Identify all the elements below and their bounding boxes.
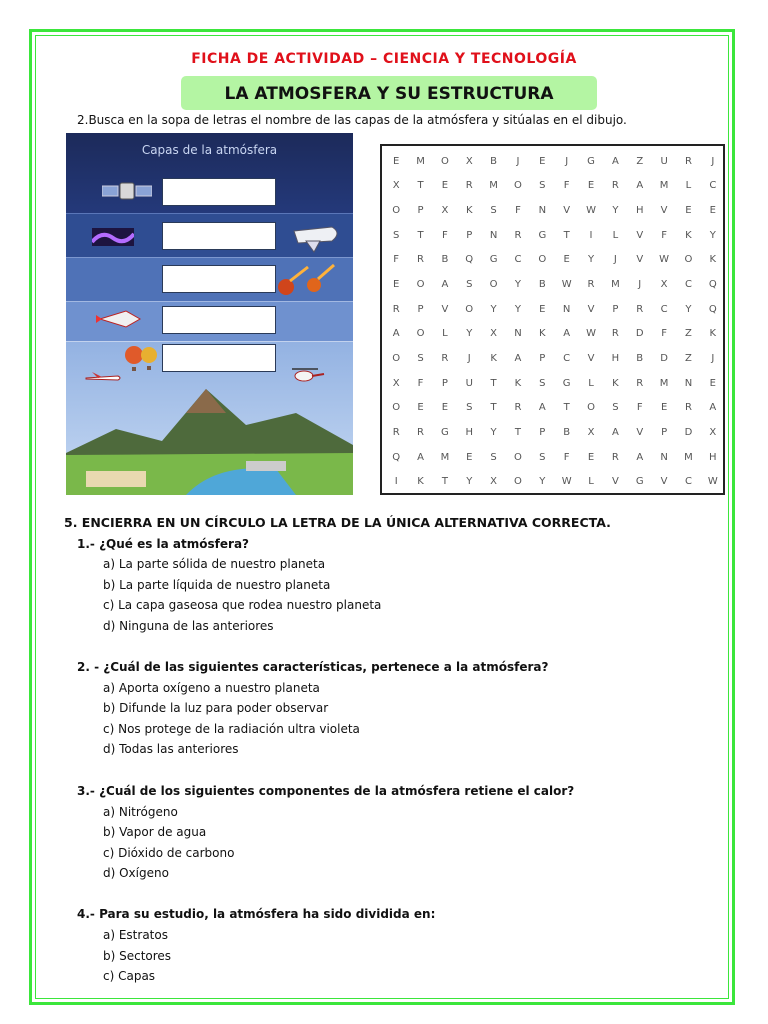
word-search-cell[interactable]: Y — [466, 328, 473, 340]
word-search-cell[interactable]: J — [565, 155, 569, 167]
word-search-cell[interactable]: T — [417, 180, 424, 192]
word-search-cell[interactable]: E — [466, 451, 473, 463]
word-search-cell[interactable]: L — [685, 180, 692, 192]
word-search-cell[interactable]: E — [709, 377, 716, 389]
word-search-cell[interactable]: P — [539, 426, 546, 438]
word-search-cell[interactable]: W — [707, 476, 718, 488]
word-search-cell[interactable]: R — [684, 155, 692, 167]
option-2d[interactable]: d) Todas las anteriores — [103, 742, 239, 756]
worksheet-title: LA ATMOSFERA Y SU ESTRUCTURA — [181, 76, 597, 110]
word-search-cell[interactable]: X — [441, 205, 449, 217]
word-search-cell[interactable]: Z — [685, 352, 692, 364]
option-3d[interactable]: d) Oxígeno — [103, 866, 169, 880]
word-search-cell[interactable]: R — [514, 402, 522, 414]
word-search-cell[interactable]: J — [613, 254, 617, 266]
word-search-cell[interactable]: P — [417, 303, 424, 315]
word-search-cell[interactable]: R — [417, 254, 424, 266]
word-search-cell[interactable]: W — [586, 328, 596, 340]
word-search-cell[interactable]: O — [514, 476, 522, 488]
word-search-cell[interactable]: A — [611, 426, 619, 438]
word-search-cell[interactable]: N — [514, 328, 522, 340]
word-search-cell[interactable]: V — [563, 205, 571, 217]
word-search-cell[interactable]: E — [685, 205, 692, 217]
word-search-cell[interactable]: B — [490, 155, 498, 167]
word-search-cell[interactable]: F — [563, 180, 570, 192]
word-search-cell[interactable]: W — [561, 279, 572, 291]
word-search-cell[interactable]: P — [466, 229, 473, 241]
word-search-cell[interactable]: H — [709, 451, 717, 463]
helicopter-icon — [290, 365, 326, 383]
word-search-cell[interactable]: V — [587, 352, 595, 364]
word-search-cell[interactable]: A — [611, 155, 619, 167]
word-search-cell[interactable]: L — [588, 377, 594, 389]
word-search-cell[interactable]: T — [441, 476, 448, 488]
answer-box-4[interactable] — [162, 306, 276, 334]
atmosphere-layers-illustration — [66, 133, 353, 495]
word-search-cell[interactable]: E — [539, 303, 546, 315]
word-search-cell[interactable]: Y — [709, 229, 716, 241]
word-search-cell[interactable]: G — [587, 155, 595, 167]
word-search-cell[interactable]: R — [514, 229, 522, 241]
word-search-cell[interactable]: E — [441, 180, 449, 192]
word-search-cell[interactable]: A — [636, 180, 644, 192]
answer-box-2[interactable] — [162, 222, 276, 250]
option-4c[interactable]: c) Capas — [103, 969, 156, 983]
word-search-cell[interactable]: P — [441, 377, 448, 389]
word-search-cell[interactable]: G — [635, 476, 644, 488]
word-search-cell[interactable]: J — [711, 155, 715, 167]
word-search-cell[interactable]: A — [417, 451, 424, 463]
word-search-cell[interactable]: N — [660, 451, 668, 463]
rocket-icon — [96, 305, 142, 333]
word-search-cell[interactable]: E — [393, 155, 400, 167]
word-search-cell[interactable]: F — [515, 205, 521, 217]
word-search-cell[interactable]: W — [659, 254, 670, 266]
word-search-cell[interactable]: C — [660, 303, 668, 315]
word-search-cell[interactable]: C — [709, 180, 717, 192]
word-search-cell[interactable]: E — [709, 205, 716, 217]
word-search-cell[interactable]: D — [684, 426, 693, 438]
word-search-grid — [380, 144, 725, 495]
word-search-cell[interactable]: R — [636, 303, 644, 315]
option-3a[interactable]: a) Nitrógeno — [103, 805, 178, 819]
mountains-landscape-icon — [66, 383, 353, 495]
answer-box-3[interactable] — [162, 265, 276, 293]
word-search-cell[interactable]: J — [467, 352, 471, 364]
illustration-caption: Capas de la atmósfera — [141, 143, 278, 157]
word-search-cell[interactable]: A — [392, 328, 400, 340]
word-search-cell[interactable]: Q — [708, 279, 717, 291]
word-search-cell[interactable]: I — [394, 476, 398, 488]
word-search-cell[interactable]: K — [612, 377, 619, 389]
word-search-cell[interactable]: R — [611, 328, 619, 340]
word-search-cell[interactable]: K — [709, 254, 717, 266]
word-search-cell[interactable]: X — [490, 476, 498, 488]
word-search-cell[interactable]: Q — [465, 254, 474, 266]
word-search-cell[interactable]: V — [587, 303, 595, 315]
word-search-cell[interactable]: S — [539, 377, 546, 389]
option-1d[interactable]: d) Ninguna de las anteriores — [103, 619, 274, 633]
word-search-cell[interactable]: V — [441, 303, 449, 315]
balloons-icon — [124, 345, 158, 379]
word-search-cell[interactable]: A — [441, 279, 449, 291]
satellite-icon — [102, 179, 152, 203]
word-search-cell[interactable]: Y — [612, 205, 619, 217]
word-search-cell[interactable]: L — [612, 229, 619, 241]
space-shuttle-icon — [292, 219, 344, 253]
word-search-cell[interactable]: T — [417, 229, 424, 241]
word-search-cell[interactable]: O — [392, 205, 401, 217]
word-search-cell[interactable]: R — [611, 451, 619, 463]
word-search-cell[interactable]: Y — [514, 303, 522, 315]
word-search-cell[interactable]: J — [711, 352, 715, 364]
word-search-cell[interactable]: O — [514, 180, 522, 192]
word-search-cell[interactable]: J — [638, 279, 642, 291]
option-4a[interactable]: a) Estratos — [103, 928, 168, 942]
word-search-cell[interactable]: R — [392, 426, 400, 438]
word-search-cell[interactable]: V — [660, 476, 668, 488]
word-search-cell[interactable]: N — [684, 377, 693, 389]
word-search-cell[interactable]: K — [539, 328, 546, 340]
word-search-cell[interactable]: Y — [490, 303, 497, 315]
word-search-cell[interactable]: V — [636, 254, 644, 266]
word-search-cell[interactable]: E — [587, 451, 595, 463]
word-search-cell[interactable]: O — [587, 402, 595, 414]
word-search-cell[interactable]: H — [635, 205, 644, 217]
word-search-cell[interactable]: O — [392, 352, 401, 364]
question-1: 1.- ¿Qué es la atmósfera? — [77, 537, 249, 551]
section-5-heading: 5. ENCIERRA EN UN CÍRCULO LA LETRA DE LA ÚNICA ALTERNATIVA CORRECTA. — [64, 515, 611, 530]
word-search-cell[interactable]: C — [684, 476, 692, 488]
word-search-cell[interactable]: D — [635, 328, 644, 340]
word-search-cell[interactable]: R — [417, 426, 424, 438]
question-4: 4.- Para su estudio, la atmósfera ha sido dividida en: — [77, 907, 436, 921]
word-search-cell[interactable]: D — [660, 352, 668, 364]
word-search-cell[interactable]: R — [465, 180, 473, 192]
word-search-cell[interactable]: O — [392, 402, 401, 414]
word-search-cell[interactable]: F — [393, 254, 400, 266]
word-search-cell[interactable]: Y — [514, 279, 522, 291]
word-search-cell[interactable]: M — [440, 451, 450, 463]
word-search-cell[interactable]: R — [392, 303, 400, 315]
word-search-cell[interactable]: F — [661, 328, 667, 340]
word-search-cell[interactable]: M — [659, 377, 669, 389]
word-search-cell[interactable]: Z — [636, 155, 644, 167]
word-search-cell[interactable]: S — [539, 180, 546, 192]
word-search-cell[interactable]: X — [660, 279, 668, 291]
question-2: 2. - ¿Cuál de las siguientes características, pertenece a la atmósfera? — [77, 660, 549, 674]
word-search-cell[interactable]: J — [516, 155, 520, 167]
word-search-cell[interactable]: S — [612, 402, 619, 414]
word-search-cell[interactable]: S — [392, 229, 400, 241]
answer-box-5[interactable] — [162, 344, 276, 372]
word-search-cell[interactable]: Q — [708, 303, 717, 315]
word-search-cell[interactable]: M — [659, 180, 669, 192]
word-search-cell[interactable]: M — [489, 180, 498, 192]
word-search-cell[interactable]: M — [611, 279, 620, 291]
word-search-cell[interactable]: B — [441, 254, 449, 266]
instruction-text: 2.Busca en la sopa de letras el nombre de las capas de la atmósfera y sitúalas en el dibujo. — [77, 113, 627, 127]
word-search-cell[interactable]: I — [589, 229, 593, 241]
word-search-cell[interactable]: V — [660, 205, 668, 217]
word-search-cell[interactable]: W — [561, 476, 572, 488]
word-search-cell[interactable]: S — [490, 451, 497, 463]
meteors-icon — [274, 263, 336, 299]
word-search-cell[interactable]: G — [489, 254, 498, 266]
word-search-cell[interactable]: B — [636, 352, 644, 364]
word-search-cell[interactable]: F — [442, 229, 448, 241]
word-search-cell[interactable]: F — [563, 451, 570, 463]
word-search-cell[interactable]: E — [660, 402, 668, 414]
word-search-cell[interactable]: Z — [685, 328, 692, 340]
word-search-cell[interactable]: R — [587, 279, 595, 291]
word-search-cell[interactable]: S — [490, 205, 497, 217]
word-search-cell[interactable]: A — [636, 451, 644, 463]
word-search-cell[interactable]: O — [465, 303, 474, 315]
word-search-cell[interactable]: K — [417, 476, 424, 488]
word-search-cell[interactable]: K — [465, 205, 473, 217]
word-search-cell[interactable]: X — [587, 426, 595, 438]
word-search-cell[interactable]: Q — [392, 451, 401, 463]
word-search-cell[interactable]: K — [709, 328, 717, 340]
word-search-cell[interactable]: Y — [539, 476, 546, 488]
word-search-cell[interactable]: N — [562, 303, 571, 315]
word-search-cell[interactable]: H — [465, 426, 473, 438]
word-search-cell[interactable]: F — [636, 402, 643, 414]
word-search-cell[interactable]: S — [539, 451, 546, 463]
word-search-cell[interactable]: V — [636, 229, 644, 241]
aurora-icon — [92, 228, 134, 246]
word-search-letters — [384, 149, 725, 494]
word-search-cell[interactable]: E — [587, 180, 595, 192]
word-search-cell[interactable]: L — [588, 476, 594, 488]
word-search-cell[interactable]: G — [441, 426, 449, 438]
word-search-cell[interactable]: R — [611, 180, 619, 192]
word-search-cell[interactable]: Y — [587, 254, 595, 266]
word-search-cell[interactable]: O — [489, 279, 498, 291]
word-search-cell[interactable]: P — [661, 426, 668, 438]
option-2a[interactable]: a) Aporta oxígeno a nuestro planeta — [103, 681, 320, 695]
word-search-cell[interactable]: N — [489, 229, 498, 241]
option-1b[interactable]: b) La parte líquida de nuestro planeta — [103, 578, 331, 592]
question-3: 3.- ¿Cuál de los siguientes componentes de la atmósfera retiene el calor? — [77, 784, 575, 798]
word-search-cell[interactable]: R — [636, 377, 644, 389]
word-search-cell[interactable]: X — [392, 180, 400, 192]
word-search-cell[interactable]: C — [684, 279, 692, 291]
word-search-cell[interactable]: X — [709, 426, 717, 438]
word-search-cell[interactable]: A — [538, 402, 546, 414]
word-search-cell[interactable]: T — [514, 426, 522, 438]
word-search-cell[interactable]: E — [441, 402, 449, 414]
word-search-cell[interactable]: C — [514, 254, 522, 266]
word-search-cell[interactable]: E — [393, 279, 400, 291]
word-search-cell[interactable]: C — [563, 352, 571, 364]
word-search-cell[interactable]: U — [465, 377, 473, 389]
word-search-cell[interactable]: A — [709, 402, 717, 414]
word-search-cell[interactable]: Y — [685, 303, 692, 315]
word-search-cell[interactable]: V — [611, 476, 619, 488]
word-search-cell[interactable]: P — [417, 205, 424, 217]
word-search-cell[interactable]: F — [661, 229, 667, 241]
word-search-cell[interactable]: T — [563, 402, 570, 414]
word-search-cell[interactable]: H — [611, 352, 620, 364]
word-search-cell[interactable]: O — [416, 328, 425, 340]
answer-box-1[interactable] — [162, 178, 276, 206]
word-search-cell[interactable]: K — [490, 352, 497, 364]
option-2b[interactable]: b) Difunde la luz para poder observar — [103, 701, 329, 715]
word-search-cell[interactable]: O — [538, 254, 547, 266]
word-search-cell[interactable]: X — [490, 328, 498, 340]
word-search-cell[interactable]: N — [538, 205, 547, 217]
word-search-cell[interactable]: L — [442, 328, 448, 340]
word-search-cell[interactable]: M — [416, 155, 425, 167]
word-search-cell[interactable]: O — [440, 155, 449, 167]
word-search-cell[interactable]: U — [660, 155, 668, 167]
word-search-cell[interactable]: R — [684, 402, 692, 414]
word-search-cell[interactable]: X — [465, 155, 473, 167]
word-search-cell[interactable]: P — [612, 303, 619, 315]
option-1c[interactable]: c) La capa gaseosa que rodea nuestro planeta — [103, 598, 382, 612]
option-2c[interactable]: c) Nos protege de la radiación ultra violeta — [103, 722, 360, 736]
word-search-cell[interactable]: W — [586, 205, 596, 217]
word-search-cell[interactable]: O — [416, 279, 425, 291]
word-search-cell[interactable]: P — [539, 352, 546, 364]
word-search-cell[interactable]: T — [490, 377, 497, 389]
word-search-cell[interactable]: S — [417, 352, 424, 364]
option-3c[interactable]: c) Dióxido de carbono — [103, 846, 235, 860]
word-search-cell[interactable]: T — [490, 402, 497, 414]
option-1a[interactable]: a) La parte sólida de nuestro planeta — [103, 557, 326, 571]
word-search-cell[interactable]: S — [466, 402, 473, 414]
word-search-cell[interactable]: O — [514, 451, 522, 463]
word-search-cell[interactable]: Y — [466, 476, 473, 488]
word-search-cell[interactable]: O — [684, 254, 693, 266]
word-search-cell[interactable]: M — [684, 451, 693, 463]
word-search-cell[interactable]: K — [514, 377, 522, 389]
word-search-cell[interactable]: Y — [490, 426, 497, 438]
word-search-cell[interactable]: G — [538, 229, 547, 241]
word-search-cell[interactable]: E — [417, 402, 424, 414]
word-search-cell[interactable]: E — [539, 155, 546, 167]
word-search-cell[interactable]: R — [441, 352, 449, 364]
word-search-cell[interactable]: B — [563, 426, 571, 438]
word-search-cell[interactable]: S — [466, 279, 473, 291]
word-search-cell[interactable]: B — [538, 279, 546, 291]
option-3b[interactable]: b) Vapor de agua — [103, 825, 207, 839]
worksheet-header: FICHA DE ACTIVIDAD – CIENCIA Y TECNOLOGÍA — [191, 51, 577, 67]
word-search-cell[interactable]: G — [562, 377, 571, 389]
word-search-cell[interactable]: A — [563, 328, 571, 340]
word-search-cell[interactable]: X — [392, 377, 400, 389]
word-search-cell[interactable]: K — [685, 229, 692, 241]
word-search-cell[interactable]: V — [636, 426, 644, 438]
option-4b[interactable]: b) Sectores — [103, 949, 172, 963]
word-search-cell[interactable]: F — [417, 377, 424, 389]
word-search-cell[interactable]: E — [563, 254, 570, 266]
word-search-cell[interactable]: A — [514, 352, 522, 364]
word-search-cell[interactable]: T — [563, 229, 570, 241]
